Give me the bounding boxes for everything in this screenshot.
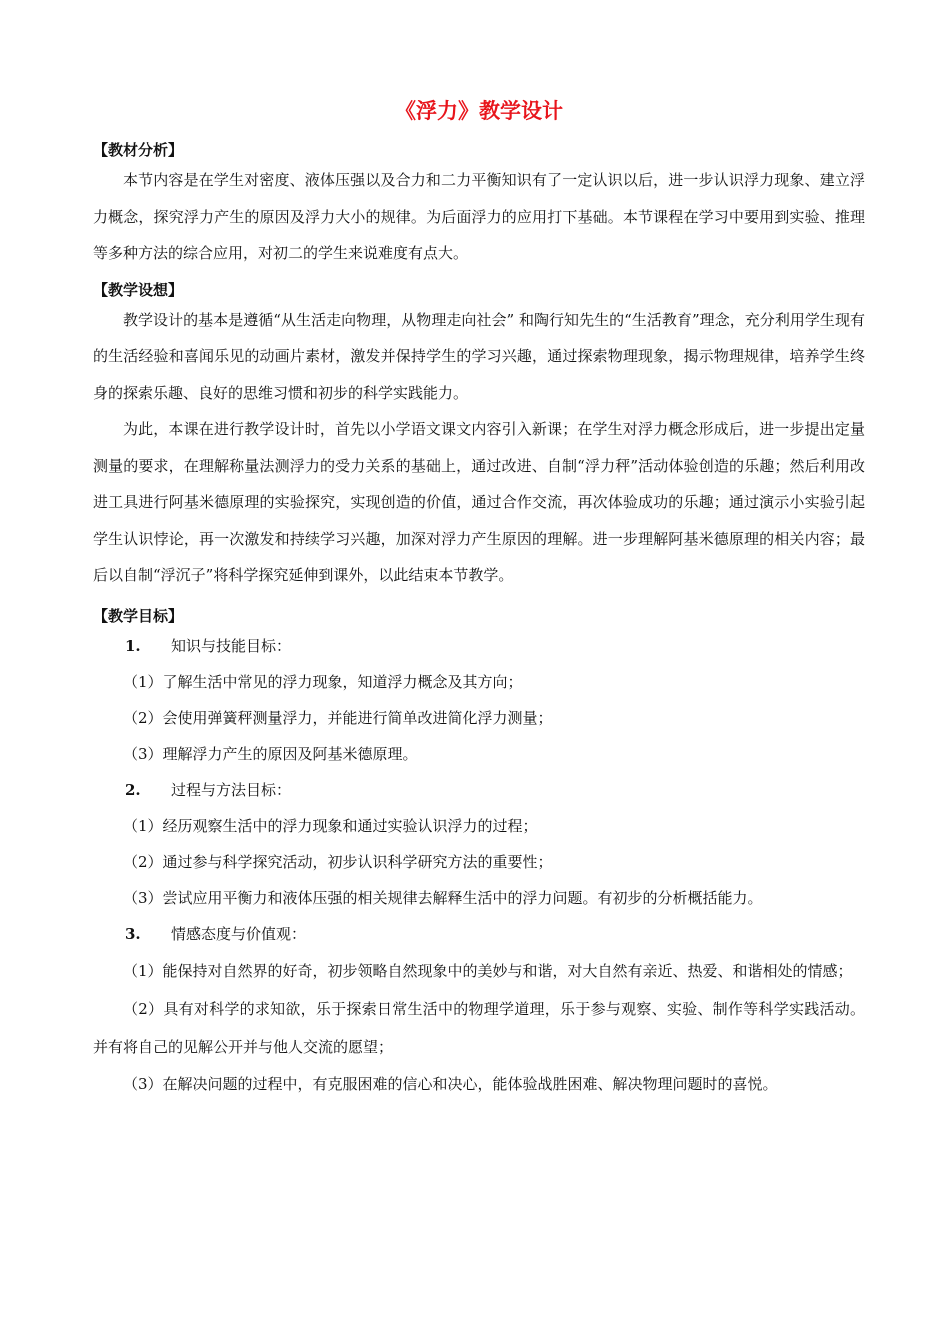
- goal-item: （2）具有对科学的求知欲，乐于探索日常生活中的物理学道理，乐于参与观察、实验、制作等科学实践活动。并有将自己的见解公开并与他人交流的愿望；: [93, 999, 865, 1056]
- goal-group-attitude: [93, 916, 865, 1102]
- goal-group-process: [93, 772, 865, 916]
- section-heading-idea: 【教学设想】: [93, 280, 184, 299]
- goal-label: 情感态度与价值观：: [171, 924, 307, 943]
- goal-group-knowledge: [93, 628, 865, 772]
- section-idea: [93, 278, 865, 594]
- section-goals: [93, 604, 865, 1102]
- section-heading-analysis: 【教材分析】: [93, 141, 184, 159]
- section-heading-goals: 【教学目标】: [93, 606, 184, 625]
- document-page: [93, 96, 865, 1102]
- goal-label: 过程与方法目标：: [171, 780, 292, 799]
- goal-item: （1）能保持对自然界的好奇，初步领略自然现象中的美妙与和谐，对大自然有亲近、热爱、和谐相处的情感；: [123, 961, 853, 980]
- analysis-paragraph: 本节内容是在学生对密度、液体压强以及合力和二力平衡知识有了一定认识以后，进一步认识浮力现象、建立浮力概念，探究浮力产生的原因及浮力大小的规律。为后面浮力的应用打下基础。本节课程在学习中要用到实验、推理等多种方法的综合应用，对初二的学生来说难度有点大。: [93, 171, 865, 262]
- idea-paragraph-2: 为此，本课在进行教学设计时，首先以小学语文课文内容引入新课；在学生对浮力概念形成后，进一步提出定量测量的要求，在理解称量法测浮力的受力关系的基础上，通过改进、自制“浮力秤”活动体验创造的乐趣；然后利用改进工具进行阿基米德原理的实验探究，实现创造的价值，通过合作交流，再次体验成功的乐趣；通过演示小实验引起学生认识悖论，再一次激发和持续学习兴趣，加深对浮力产生原因的理解。进一步理解阿基米德原理的相关内容；最后以自制“浮沉子”将科学探究延伸到课外，以此结束本节教学。: [93, 420, 865, 584]
- document-title: 《浮力》教学设计: [395, 98, 563, 123]
- goal-item: （3）理解浮力产生的原因及阿基米德原理。: [123, 744, 418, 763]
- goal-item: （3）在解决问题的过程中，有克服困难的信心和决心，能体验战胜困难、解决物理问题时的喜悦。: [123, 1074, 778, 1093]
- goal-number: 3.: [125, 924, 141, 943]
- idea-paragraph-1: 教学设计的基本是遵循“从生活走向物理，从物理走向社会” 和陶行知先生的“生活教育”理念，充分利用学生现有的生活经验和喜闻乐见的动画片素材，激发并保持学生的学习兴趣，通过探索物理现象，揭示物理规律，培养学生终身的探索乐趣、良好的思维习惯和初步的科学实践能力。: [93, 310, 865, 402]
- goal-item: （1）了解生活中常见的浮力现象，知道浮力概念及其方向；: [123, 672, 523, 691]
- goal-label: 知识与技能目标：: [171, 636, 292, 655]
- goal-number: 1.: [125, 636, 141, 655]
- goal-item: （1）经历观察生活中的浮力现象和通过实验认识浮力的过程；: [123, 816, 538, 835]
- goal-number: 2.: [125, 780, 141, 799]
- goal-heading: [93, 628, 865, 664]
- goal-heading: [93, 772, 865, 808]
- goal-heading: [93, 916, 865, 952]
- section-analysis: [93, 138, 865, 272]
- goal-item: （2）会使用弹簧秤测量浮力，并能进行简单改进简化浮力测量；: [123, 708, 553, 727]
- goal-item: （2）通过参与科学探究活动，初步认识科学研究方法的重要性；: [123, 852, 553, 871]
- goal-item: （3）尝试应用平衡力和液体压强的相关规律去解释生活中的浮力问题。有初步的分析概括能力。: [123, 888, 763, 907]
